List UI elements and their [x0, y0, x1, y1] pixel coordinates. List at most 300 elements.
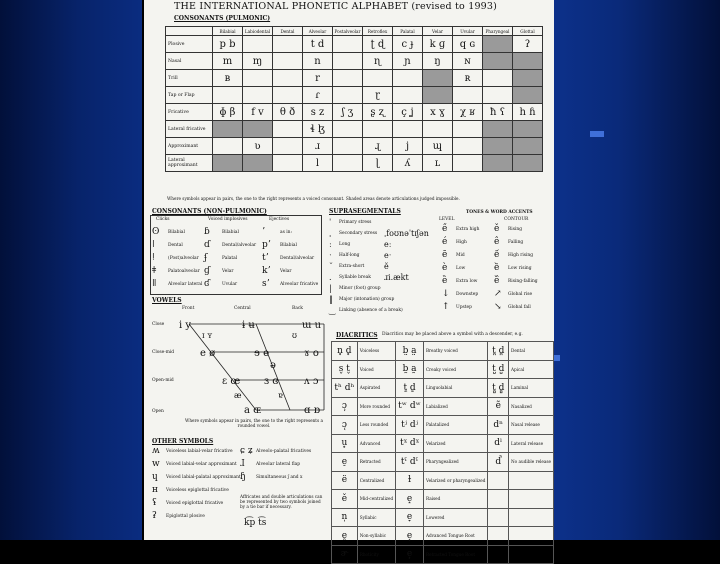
- tone-label: High rising: [508, 253, 534, 258]
- consonant-cell: ʙ: [213, 70, 243, 87]
- vowel-col-central: Central: [234, 306, 251, 311]
- tone-symbol: ↗: [494, 289, 502, 299]
- diacritics-intro: Diacritics may be placed above a symbol with a descender, e.g.: [382, 332, 523, 337]
- diacritic-example: s̬ t̬: [332, 360, 358, 379]
- consonant-cell: χ ʁ: [453, 104, 483, 121]
- symbol-label: Velar: [222, 269, 234, 274]
- consonant-cell: [483, 138, 513, 155]
- suprasegmental-symbol: ˘: [329, 262, 333, 271]
- consonants-pulmonic-heading: CONSONANTS (PULMONIC): [174, 15, 271, 22]
- other-symbol-label: Epiglottal plosive: [166, 514, 205, 519]
- consonant-cell: [393, 121, 423, 138]
- manner-label: Fricative: [166, 104, 213, 121]
- suprasegmental-example: ˌfoʊnəˈtɪʃən: [384, 229, 429, 238]
- consonant-cell: [423, 121, 453, 138]
- consonant-cell: ɾ: [303, 87, 333, 104]
- diacritic-row: [332, 508, 554, 527]
- consonant-cell: [243, 36, 273, 53]
- diacritic-example: b̤ a̤: [396, 342, 424, 361]
- symbol-label: Dental/alveolar: [222, 243, 257, 248]
- diacritic-example: e̙: [396, 545, 424, 564]
- tone-symbol: ↓: [442, 289, 450, 299]
- slide-background-right: [550, 0, 720, 540]
- tone-label: Downstep: [456, 292, 479, 297]
- ipa-chart-document: [144, 0, 554, 560]
- manner-row: [166, 53, 543, 70]
- diacritic-label: Velarized: [423, 434, 487, 453]
- vowel-row-close-mid: Close-mid: [152, 350, 175, 355]
- consonant-cell: [423, 87, 453, 104]
- suprasegmental-symbol: ‖: [329, 295, 333, 304]
- diacritic-label: Laminal: [509, 379, 554, 398]
- symbol-label: (Post)alveolar: [168, 256, 199, 261]
- manner-row: [166, 36, 543, 53]
- consonant-cell: [483, 70, 513, 87]
- diacritic-example: t̺ d̺: [488, 360, 509, 379]
- other-symbol-label: Simultaneous ʃ and x: [256, 475, 303, 480]
- decor-line: [590, 131, 604, 137]
- diacritic-example: e̯: [332, 527, 358, 546]
- consonant-cell: θ ð: [273, 104, 303, 121]
- suprasegmental-label: Syllable break: [339, 275, 371, 280]
- symbol-label: Palatal: [222, 256, 238, 261]
- consonant-cell: [483, 53, 513, 70]
- manner-label: Lateral fricative: [166, 121, 213, 138]
- consonant-cell: ʂ ʐ: [363, 104, 393, 121]
- svg-text:ə: ə: [270, 360, 276, 371]
- svg-text:ɨ ʉ: ɨ ʉ: [242, 320, 255, 331]
- consonant-cell: [273, 87, 303, 104]
- consonant-cell: x ɣ: [423, 104, 453, 121]
- tone-symbol: ȅ: [442, 276, 448, 286]
- other-symbol: ʢ: [152, 498, 157, 508]
- suprasegmental-symbol: ː: [329, 240, 332, 249]
- diacritic-example: t̻ d̻: [488, 379, 509, 398]
- tone-symbol: e̋: [442, 224, 448, 234]
- consonant-cell: [363, 70, 393, 87]
- tone-symbol: ē: [442, 250, 448, 260]
- suprasegmental-label: Half-long: [339, 253, 360, 258]
- diacritic-label: Linguolabial: [423, 379, 487, 398]
- suprasegmental-label: Linking (absence of a break): [339, 308, 403, 313]
- diacritic-row: [332, 545, 554, 564]
- suprasegmental-label: Long: [339, 242, 351, 247]
- tone-label: Global rise: [508, 292, 533, 297]
- diacritic-row: [332, 342, 554, 361]
- diacritic-example: [488, 545, 509, 564]
- tone-symbol: ê: [494, 237, 500, 247]
- symbol: ʛ: [204, 279, 210, 289]
- consonant-cell: [453, 138, 483, 155]
- consonant-cell: [333, 36, 363, 53]
- diacritic-example: [488, 527, 509, 546]
- diacritic-example: d̚: [488, 453, 509, 472]
- consonant-cell: [333, 53, 363, 70]
- consonant-cell: ŋ: [423, 53, 453, 70]
- consonant-cell: [273, 53, 303, 70]
- suprasegmental-example: eː: [384, 240, 392, 249]
- other-symbol-label: Voiced labial-velar approximant: [166, 462, 237, 467]
- other-symbol-label: Voiced epiglottal fricative: [166, 501, 224, 506]
- diacritic-row: [332, 379, 554, 398]
- consonant-cell: [483, 155, 513, 172]
- consonant-cell: [513, 87, 543, 104]
- svg-text:e ø: e ø: [200, 348, 216, 359]
- manner-label: Plosive: [166, 36, 213, 53]
- symbol: ɠ: [204, 266, 211, 276]
- consonant-cell: ɸ β: [213, 104, 243, 121]
- symbol: ǃ: [152, 253, 155, 263]
- suprasegmental-label: Extra-short: [339, 264, 365, 269]
- other-symbol: ʜ: [152, 485, 158, 495]
- manner-row: [166, 70, 543, 87]
- consonant-cell: ʃ ʒ: [333, 104, 363, 121]
- manner-label: Tap or Flap: [166, 87, 213, 104]
- diacritic-example: [488, 508, 509, 527]
- other-symbol-label: Alveolo-palatal fricatives: [256, 449, 312, 454]
- non-pulmonic-heading: CONSONANTS (NON-PULMONIC): [152, 208, 267, 215]
- svg-text:ɤ o: ɤ o: [304, 348, 319, 359]
- diacritic-label: Palatalized: [423, 416, 487, 435]
- consonant-cell: ç ʝ: [393, 104, 423, 121]
- tone-symbol: ě: [494, 224, 500, 234]
- manner-row: [166, 121, 543, 138]
- other-symbol-label: Alveolar lateral flap: [256, 462, 301, 467]
- diacritic-label: Less rounded: [357, 416, 395, 435]
- symbol: ǁ: [152, 279, 157, 289]
- consonant-cell: [453, 87, 483, 104]
- diacritic-example: e̠: [332, 453, 358, 472]
- symbol: sʼ: [262, 279, 270, 289]
- symbol-label: Velar: [280, 269, 292, 274]
- symbol-label: Dental: [168, 243, 183, 248]
- symbol-label: Uvular: [222, 282, 238, 287]
- tone-symbol: ↑: [442, 302, 450, 312]
- suprasegmental-symbol: ˌ: [329, 229, 332, 238]
- diacritic-label: Centralized: [357, 471, 395, 490]
- diacritic-row: [332, 527, 554, 546]
- tone-label: Rising: [508, 227, 523, 232]
- diacritic-example: b̰ a̰: [396, 360, 424, 379]
- consonant-cell: [513, 138, 543, 155]
- consonant-cell: ɹ: [303, 138, 333, 155]
- diacritic-label: Retracted: [357, 453, 395, 472]
- consonant-cell: ʎ: [393, 155, 423, 172]
- tone-label: Extra high: [456, 227, 480, 232]
- consonant-cell: [333, 155, 363, 172]
- diacritics-heading: DIACRITICS: [336, 332, 378, 339]
- diacritic-label: Voiceless: [357, 342, 395, 361]
- tone-label: Low: [456, 266, 466, 271]
- consonant-cell: [453, 121, 483, 138]
- diacritic-row: [332, 434, 554, 453]
- svg-text:ɜ ɞ: ɜ ɞ: [264, 376, 279, 387]
- diacritic-label: Lowered: [423, 508, 487, 527]
- diacritic-label: Aspirated: [357, 379, 395, 398]
- place-header: Postalveolar: [334, 28, 361, 34]
- consonant-cell: s z: [303, 104, 333, 121]
- consonant-cell: k ɡ: [423, 36, 453, 53]
- diacritic-label: Raised: [423, 490, 487, 509]
- svg-text:æ: æ: [234, 391, 242, 400]
- diacritic-example: n̩: [332, 508, 358, 527]
- consonant-cell: [333, 121, 363, 138]
- consonant-cell: c ɟ: [393, 36, 423, 53]
- diacritic-label: Creaky voiced: [423, 360, 487, 379]
- suprasegmental-label: Primary stress: [339, 220, 372, 225]
- symbol: tʼ: [262, 253, 269, 263]
- svg-text:ɘ ɵ: ɘ ɵ: [254, 348, 270, 359]
- consonant-cell: m: [213, 53, 243, 70]
- manner-label: Nasal: [166, 53, 213, 70]
- consonant-cell: [423, 70, 453, 87]
- tone-label: Global fall: [508, 305, 531, 310]
- implosives-header: Voiced implosives: [208, 217, 248, 222]
- consonant-cell: n: [303, 53, 333, 70]
- place-header: Bilabial: [213, 27, 243, 36]
- place-header: Retroflex: [363, 27, 393, 36]
- pulmonic-note: Where symbols appear in pairs, the one to the right represents a voiced consonant. Shaded areas denote articulations judged impossible.: [167, 196, 460, 201]
- consonant-cell: [333, 87, 363, 104]
- vowel-row-close: Close: [152, 322, 165, 327]
- consonant-cell: [213, 121, 243, 138]
- symbol: pʼ: [262, 240, 271, 250]
- tone-symbol: e᷄: [494, 250, 500, 260]
- affricate-note: Affricates and double articulations can be represented by two symbols joined by a tie bar if necessary.: [240, 494, 323, 509]
- place-header: Palatal: [393, 27, 423, 36]
- suprasegmental-example: eˑ: [384, 251, 392, 260]
- consonant-cell: p b: [213, 36, 243, 53]
- consonant-cell: [483, 87, 513, 104]
- diacritic-label: [509, 490, 554, 509]
- diacritic-label: No audible release: [509, 453, 554, 472]
- consonant-cell: [243, 70, 273, 87]
- consonant-cell: l: [303, 155, 333, 172]
- diacritic-label: Apical: [509, 360, 554, 379]
- diacritic-example: [488, 471, 509, 490]
- other-symbol: ɥ: [152, 472, 158, 482]
- diacritic-row: [332, 416, 554, 435]
- place-header: Pharyngeal: [483, 27, 513, 36]
- consonant-cell: ɬ ɮ: [303, 121, 333, 138]
- consonant-cell: [513, 70, 543, 87]
- other-symbols-heading: OTHER SYMBOLS: [152, 438, 214, 445]
- svg-text:ʌ ɔ: ʌ ɔ: [304, 376, 319, 387]
- diacritic-label: Pharyngealized: [423, 453, 487, 472]
- diacritic-label: Velarized or pharyngealized: [423, 471, 487, 490]
- consonant-cell: h ɦ: [513, 104, 543, 121]
- consonant-cell: ɭ: [363, 155, 393, 172]
- vowel-trapezoid: [174, 318, 354, 414]
- tone-label: Rising-falling: [508, 279, 538, 284]
- place-header: Glottal: [513, 27, 543, 36]
- diacritic-example: [488, 490, 509, 509]
- place-header: Alveolar: [303, 27, 333, 36]
- consonant-cell: [393, 70, 423, 87]
- consonant-cell: j: [393, 138, 423, 155]
- svg-text:a ɶ: a ɶ: [244, 405, 262, 416]
- symbol: ʘ: [152, 227, 160, 237]
- consonant-cell: [213, 87, 243, 104]
- tone-symbol: e᷅: [494, 263, 500, 273]
- vowel-row-open-mid: Open-mid: [152, 378, 174, 383]
- diacritic-row: [332, 490, 554, 509]
- symbol-label: Alveolar fricative: [280, 282, 319, 287]
- manner-row: [166, 155, 543, 172]
- manner-row: [166, 138, 543, 155]
- diacritic-row: [332, 453, 554, 472]
- svg-text:i y: i y: [179, 320, 192, 331]
- manner-row: [166, 87, 543, 104]
- symbol: ɗ: [204, 240, 211, 250]
- consonant-cell: [273, 155, 303, 172]
- suprasegmental-symbol: ˈ: [329, 218, 332, 227]
- symbol: ɓ: [204, 227, 210, 237]
- consonant-cell: [333, 138, 363, 155]
- consonant-cell: [213, 138, 243, 155]
- svg-text:ɪ ʏ: ɪ ʏ: [202, 331, 213, 340]
- consonant-cell: [273, 138, 303, 155]
- suprasegmental-example: ĕ: [384, 262, 389, 271]
- symbol-label: Alveolar lateral: [168, 282, 203, 287]
- manner-label: Trill: [166, 70, 213, 87]
- consonant-cell: [393, 87, 423, 104]
- symbol: ʄ: [204, 253, 208, 263]
- tone-label: Falling: [508, 240, 524, 245]
- ejectives-header: Ejectives: [269, 217, 290, 222]
- diacritic-example: ë: [332, 471, 358, 490]
- consonant-cell: [363, 121, 393, 138]
- consonant-cell: [273, 36, 303, 53]
- diacritic-row: [332, 397, 554, 416]
- diacritic-example: t̼ d̼: [396, 379, 424, 398]
- other-symbol: k͡p t͡s: [244, 518, 267, 528]
- diacritic-example: tʷ dʷ: [396, 397, 424, 416]
- consonant-cell: ɽ: [363, 87, 393, 104]
- symbol: ǂ: [152, 266, 157, 276]
- consonant-cell: f v: [243, 104, 273, 121]
- suprasegmental-label: Minor (foot) group: [339, 286, 381, 291]
- svg-text:ɯ u: ɯ u: [302, 320, 322, 331]
- place-header: Uvular: [453, 27, 483, 36]
- diacritic-label: Labialized: [423, 397, 487, 416]
- diacritic-label: [509, 508, 554, 527]
- diacritic-example: e̞: [396, 508, 424, 527]
- symbol-label: Dental/alveolar: [280, 256, 315, 261]
- consonant-cell: [273, 70, 303, 87]
- consonant-cell: ʔ: [513, 36, 543, 53]
- diacritic-example: ɫ: [396, 471, 424, 490]
- diacritic-row: [332, 360, 554, 379]
- consonant-cell: r: [303, 70, 333, 87]
- consonant-cell: ħ ʕ: [483, 104, 513, 121]
- tones-heading: TONES & WORD ACCENTS: [466, 210, 533, 215]
- other-symbol: ɕ ʑ: [240, 446, 253, 456]
- diacritic-label: Syllabic: [357, 508, 395, 527]
- suprasegmental-example: ɹi.ækt: [384, 273, 409, 282]
- consonant-cell: [513, 53, 543, 70]
- consonant-cell: ɱ: [243, 53, 273, 70]
- symbol-label: Bilabial: [280, 243, 297, 248]
- place-header: Dental: [273, 27, 303, 36]
- other-symbol: ʍ: [152, 446, 160, 456]
- consonant-cell: [243, 87, 273, 104]
- consonant-cell: ɲ: [393, 53, 423, 70]
- diacritic-label: Mid-centralized: [357, 490, 395, 509]
- tone-symbol: e᷈: [494, 276, 500, 286]
- diacritic-example: n̥ d̥: [332, 342, 358, 361]
- suprasegmental-symbol: ‿: [329, 306, 336, 315]
- consonant-cell: [213, 155, 243, 172]
- vowel-col-front: Front: [182, 306, 195, 311]
- consonant-cell: t d: [303, 36, 333, 53]
- diacritic-label: More rounded: [357, 397, 395, 416]
- diacritic-example: e̝: [396, 490, 424, 509]
- consonant-cell: ɴ: [453, 53, 483, 70]
- other-symbol: ɺ: [240, 459, 245, 469]
- consonant-cell: [483, 36, 513, 53]
- consonant-cell: [483, 121, 513, 138]
- diacritic-label: Non-syllabic: [357, 527, 395, 546]
- suprasegmental-symbol: ˑ: [329, 251, 332, 260]
- svg-text:ʊ: ʊ: [292, 331, 297, 340]
- consonant-cell: [513, 155, 543, 172]
- other-symbol-label: Voiced labial-palatal approximant: [166, 475, 241, 480]
- symbol-label: as in:: [280, 230, 292, 235]
- vowel-row-open: Open: [152, 409, 164, 414]
- diacritic-example: dˡ: [488, 434, 509, 453]
- symbol: ǀ: [152, 240, 155, 250]
- svg-text:ɐ: ɐ: [278, 391, 283, 400]
- tone-symbol: è: [442, 263, 448, 273]
- consonant-cell: ɳ: [363, 53, 393, 70]
- slide-background-left: [0, 0, 142, 540]
- vowel-col-back: Back: [292, 306, 303, 311]
- symbol-label: Bilabial: [168, 230, 185, 235]
- diacritic-example: ě: [332, 490, 358, 509]
- symbol: ʼ: [262, 227, 265, 237]
- manner-label: Approximant: [166, 138, 213, 155]
- diacritic-label: [509, 527, 554, 546]
- vowel-note: Where symbols appear in pairs, the one to the right represents a rounded vowel.: [185, 418, 323, 428]
- consonant-cell: ʈ ɖ: [363, 36, 393, 53]
- consonant-cell: ɻ: [363, 138, 393, 155]
- place-header: Velar: [423, 27, 453, 36]
- tones-level-label: LEVEL: [439, 217, 455, 222]
- diacritic-example: tˠ dˠ: [396, 434, 424, 453]
- vowels-heading: VOWELS: [152, 297, 182, 304]
- consonant-cell: [513, 121, 543, 138]
- consonant-cell: [243, 155, 273, 172]
- tone-label: Upstep: [456, 305, 472, 310]
- diacritic-label: Dental: [509, 342, 554, 361]
- manner-row: [166, 104, 543, 121]
- diacritic-row: [332, 471, 554, 490]
- diacritic-label: Advanced Tongue Root: [423, 527, 487, 546]
- diacritic-label: Lateral release: [509, 434, 554, 453]
- tone-symbol: é: [442, 237, 448, 247]
- diacritic-label: Breathy voiced: [423, 342, 487, 361]
- suprasegmentals-heading: SUPRASEGMENTALS: [329, 208, 401, 215]
- diacritic-label: [509, 471, 554, 490]
- suprasegmental-symbol: .: [329, 273, 332, 282]
- other-symbol: ʡ: [152, 511, 157, 521]
- place-header: Labiodental: [243, 27, 273, 36]
- diacritic-example: u̟: [332, 434, 358, 453]
- other-symbol-label: Voiceless labial-velar fricative: [166, 449, 233, 454]
- diacritic-example: ɚ: [332, 545, 358, 564]
- diacritic-example: e̘: [396, 527, 424, 546]
